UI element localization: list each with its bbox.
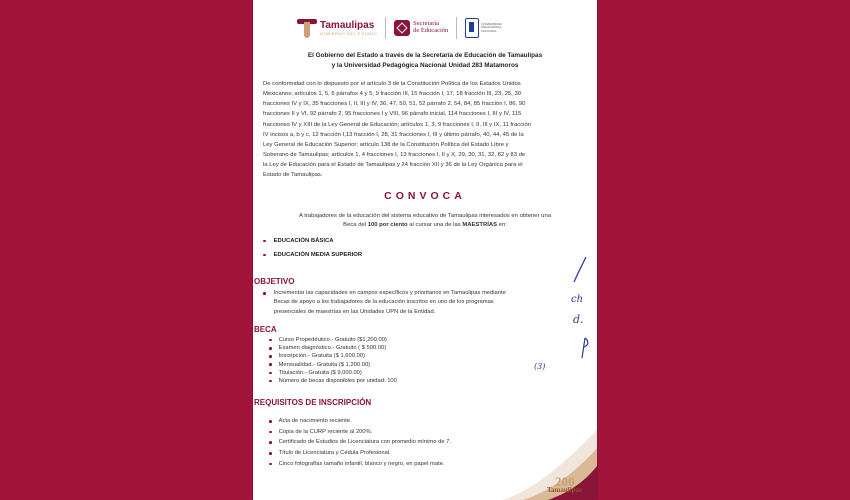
list-item: Examen diagnóstico.- Gratuito ( $ 500.00) [269,344,397,352]
footer-number: 200 [555,474,575,489]
program-label: EDUCACIÓN MEDIA SUPERIOR [273,252,363,258]
logo-divider [385,17,386,39]
list-item: Titulación.- Gratuita ($ 9,000.00) [269,369,397,377]
beca-list [269,336,397,385]
bullet-icon [269,420,272,423]
tamaulipas-t-icon [297,17,317,39]
requisitos-list [269,416,451,470]
handwritten-note: d. [573,313,584,326]
list-item: Título de Licenciatura y Cédula Profesional. [269,448,451,459]
intro-line: Soberano de Tamaulipas; artículos 1, 4 fracciones I, 13 fracciones I, II y X, 29, 30, 31, 32, 82 y 83 de [263,152,526,159]
intro-line: Ley General de Educación Superior; artículo 138 de la Constitución Política del Estado Libre y [263,141,509,148]
intro-line: fracciones IV y IX, 35 fracciones I, II, III y IV, 36, 47, 50, 51, 52 párrafo 2, 54, 84, 85 fracción I, 86, 90 [263,101,526,108]
list-item: Curso Propedéutico.- Gratuito ($1,200.00) [269,336,397,344]
handwritten-mark-icon [570,255,590,285]
bullet-icon [269,355,272,358]
objetivo-line: presenciales de maestrías en las Unidades UPN de la Entidad. [273,308,436,315]
secretaria-line2: de Educación [413,27,449,34]
footer-brand: Tamaulipas [547,486,582,494]
lead-line2: Beca del 100 por ciento al cursar una de las MAESTRÍAS en: [343,222,507,229]
lead-line1: A trabajadores de la educación del sistema educativo de Tamaulipas interesados en obtener una [298,213,552,219]
program-item [263,238,563,244]
list-item: Inscripción.- Gratuita ($ 1,600.00) [269,352,397,360]
handwritten-note: (3) [534,362,546,371]
list-item: Acta de nacimiento reciente. [269,416,451,427]
tamaulipas-logo-name: Tamaulipas [320,19,375,31]
document-heading [273,51,577,70]
document-page [253,0,597,500]
objetivo-item [263,289,553,317]
header-logos [297,14,537,42]
requisitos-title: REQUISITOS DE INSCRIPCIÓN [254,398,372,407]
logo-divider [456,17,457,39]
legal-basis-paragraph [263,79,553,181]
intro-line: la Ley de Educación para el Estado de Tamaulipas y 24 fracción XII y 36 de la Ley Orgánica para el [263,162,523,169]
secretaria-logo [394,20,448,36]
bullet-icon [269,452,272,455]
objetivo-line: Incrementar las capacidades en campos específicos y prioritarios en Tamaulipas mediante [273,290,506,296]
secretaria-emblem-icon [394,20,410,36]
tamaulipas-logo [297,17,377,39]
list-item: Número de becas disponibles por unidad: 100 [269,377,397,385]
bullet-icon [269,431,272,434]
intro-line: Mexicanos; artículos 1, 5, 6 párrafos 4 y 5, 9 fracción III, 15 fracción I, 17, 18 fracción III, 23, 25, 30 [263,91,522,98]
bullet-icon [269,380,272,383]
intro-line: fracciones IV y XIII de la Ley General de Educación; artículos 1, 3, 9 fracciones I, II, III y IX, 11 fracción [263,121,532,128]
objetivo-line: Becas de apoyo a los trabajadores de la educación inscritos en uno de los programas [273,299,494,306]
heading-line2: y la Universidad Pedagógica Nacional Unidad 283 Matamoros [331,61,519,69]
secretaria-line1: Secretaría [413,20,440,28]
bullet-icon [269,339,272,342]
bullet-icon [263,292,266,295]
list-item: Mensualidad.- Gratuita ($ 1,200.00) [269,361,397,369]
program-label: EDUCACIÓN BÁSICA [273,238,334,244]
bullet-icon [269,347,272,350]
bullet-icon [269,363,272,366]
tamaulipas-logo-sub: GOBIERNO DEL ESTADO [320,30,378,36]
intro-line: fracciones II y VI, 92 párrafo 2, 95 fracciones I y VIII, 96 párrafo inicial, 114 fracciones I, III y IV, 115 [263,111,522,118]
convoca-title: CONVOCA [384,190,466,202]
bullet-icon [263,254,266,257]
list-item: Certificado de Estudios de Licenciatura con promedio mínimo de 7. [269,437,451,448]
upn-emblem-icon [465,18,479,38]
handwritten-mark-icon [578,336,592,360]
list-item: Copia de la CURP reciente al 200%. [269,427,451,438]
upn-sub: UNIVERSIDAD PEDAGÓGICA NACIONAL [481,22,502,33]
beca-title: BECA [254,325,277,334]
bullet-icon [269,463,272,466]
objetivo-title: OBJETIVO [254,277,295,286]
handwritten-note: ch [571,294,584,305]
upn-logo [465,18,503,38]
intro-line: De conformidad con lo dispuesto por el artículo 3 de la Constitución Política de los Estados Unidos [263,81,521,87]
bullet-icon [269,372,272,375]
program-item [263,252,563,258]
heading-line1: El Gobierno del Estado a través de la Secretaría de Educación de Tamaulipas [307,52,543,59]
intro-line: Estado de Tamaulipas. [263,172,323,179]
intro-line: IV incisos a, b y c, 12 fracción I,13 fracción I, 28, 31 fracciones I, III y último párrafo, 40, 44, 45 de la [263,131,524,138]
bullet-icon [269,441,272,444]
list-item: Cinco fotografías tamaño infantil, blanco y negro, en papel mate. [269,459,451,470]
bullet-icon [263,240,266,243]
lead-paragraph [271,212,579,231]
